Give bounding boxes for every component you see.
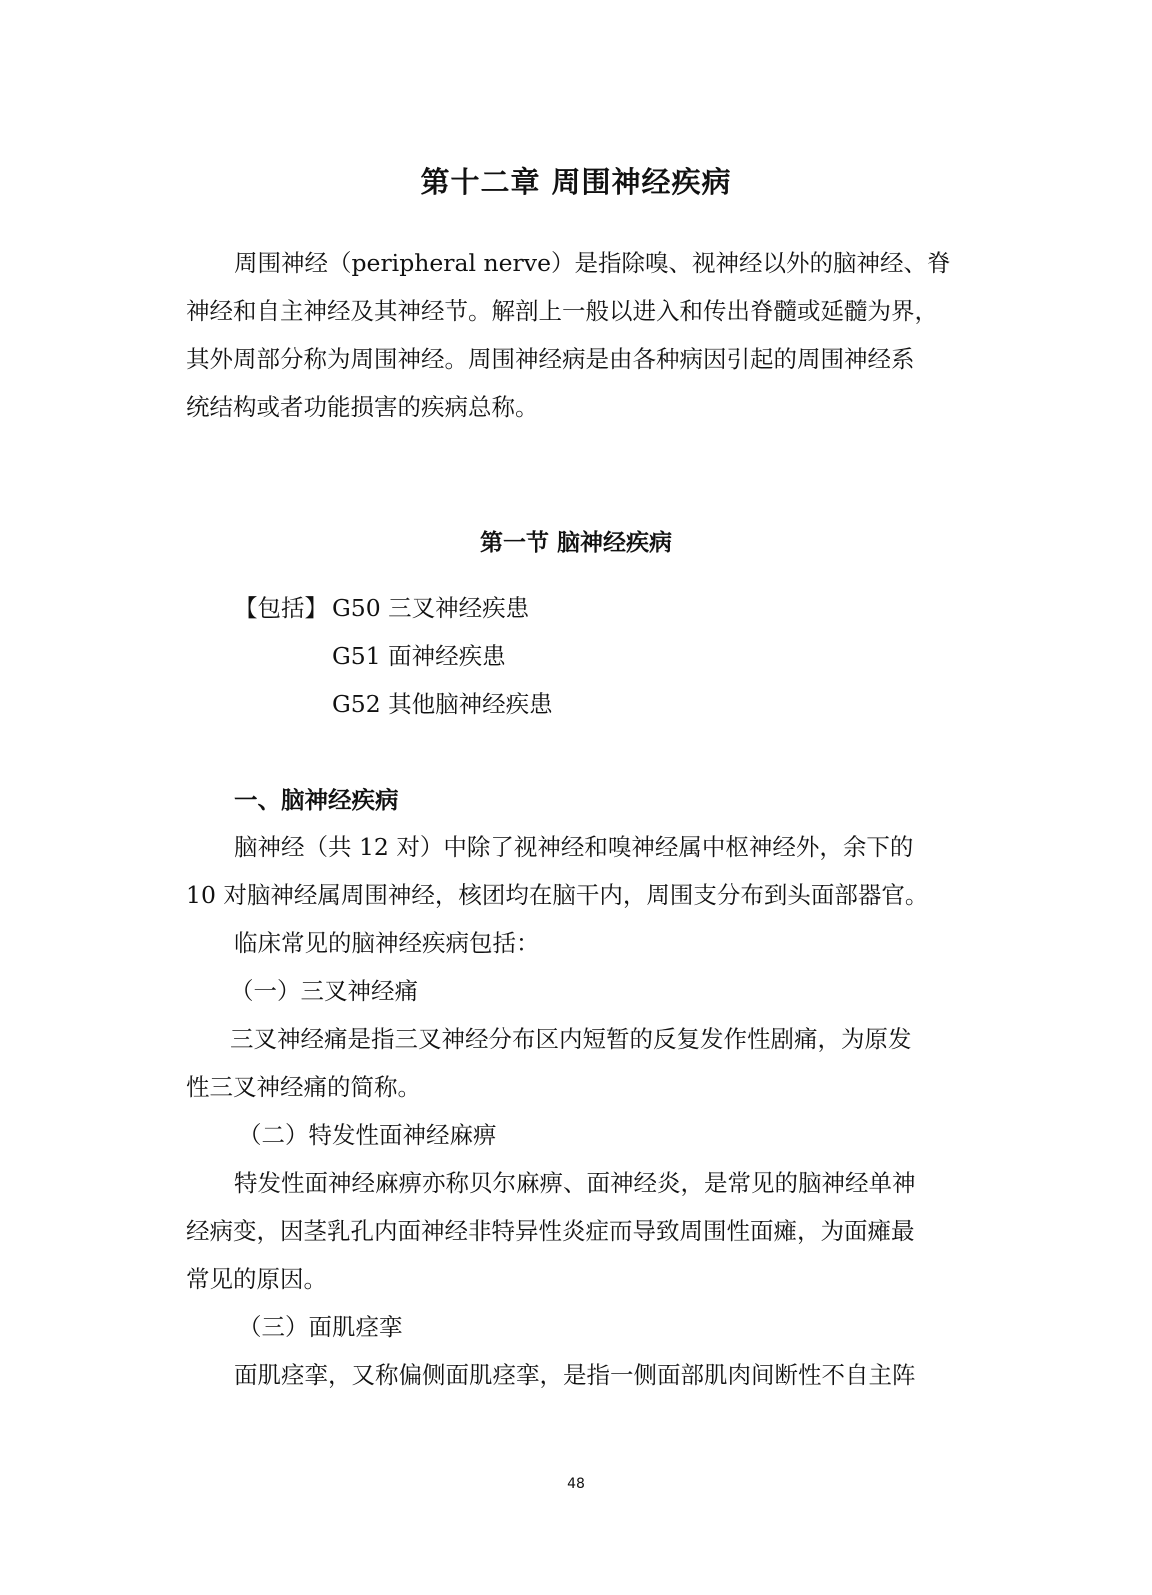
includes-item: G50 三叉神经疾患 xyxy=(332,594,530,622)
body-line: 脑神经（共 12 对）中除了视神经和嗅神经属中枢神经外，余下的 xyxy=(234,833,914,861)
body-line: 特发性面神经麻痹亦称贝尔麻痹、面神经炎，是常见的脑神经单神 xyxy=(234,1169,916,1197)
intro-line: 其外周部分称为周围神经。周围神经病是由各种病因引起的周围神经系 xyxy=(186,345,915,373)
body-heading: （一）三叉神经痛 xyxy=(230,977,418,1005)
intro-line: 神经和自主神经及其神经节。解剖上一般以进入和传出脊髓或延髓为界， xyxy=(186,297,938,325)
body-line: 三叉神经痛是指三叉神经分布区内短暂的反复发作性剧痛，为原发 xyxy=(230,1025,912,1053)
includes-item: G52 其他脑神经疾患 xyxy=(332,690,553,718)
section-title: 第一节 脑神经疾病 xyxy=(479,529,672,556)
body-line: 面肌痉挛，又称偏侧面肌痉挛，是指一侧面部肌肉间断性不自主阵 xyxy=(234,1361,916,1389)
intro-line: 周围神经（peripheral nerve）是指除嗅、视神经以外的脑神经、脊 xyxy=(234,249,951,277)
body-heading: （三）面肌痉挛 xyxy=(238,1313,403,1341)
body-line: 经病变，因茎乳孔内面神经非特异性炎症而导致周围性面瘫，为面瘫最 xyxy=(186,1217,915,1245)
body-line: 10 对脑神经属周围神经，核团均在脑干内，周围支分布到头面部器官。 xyxy=(186,881,929,909)
body-line: 常见的原因。 xyxy=(186,1265,327,1293)
page-number: 48 xyxy=(567,1476,585,1492)
subheading: 一、脑神经疾病 xyxy=(234,786,399,814)
chapter-title: 第十二章 周围神经疾病 xyxy=(420,165,732,199)
body-line: 临床常见的脑神经疾病包括： xyxy=(234,929,540,957)
body-heading: （二）特发性面神经麻痹 xyxy=(238,1121,497,1149)
body-line: 性三叉神经痛的简称。 xyxy=(186,1073,421,1101)
intro-line: 统结构或者功能损害的疾病总称。 xyxy=(186,393,539,421)
includes-label: 【包括】 xyxy=(234,594,328,622)
includes-item: G51 面神经疾患 xyxy=(332,642,506,670)
